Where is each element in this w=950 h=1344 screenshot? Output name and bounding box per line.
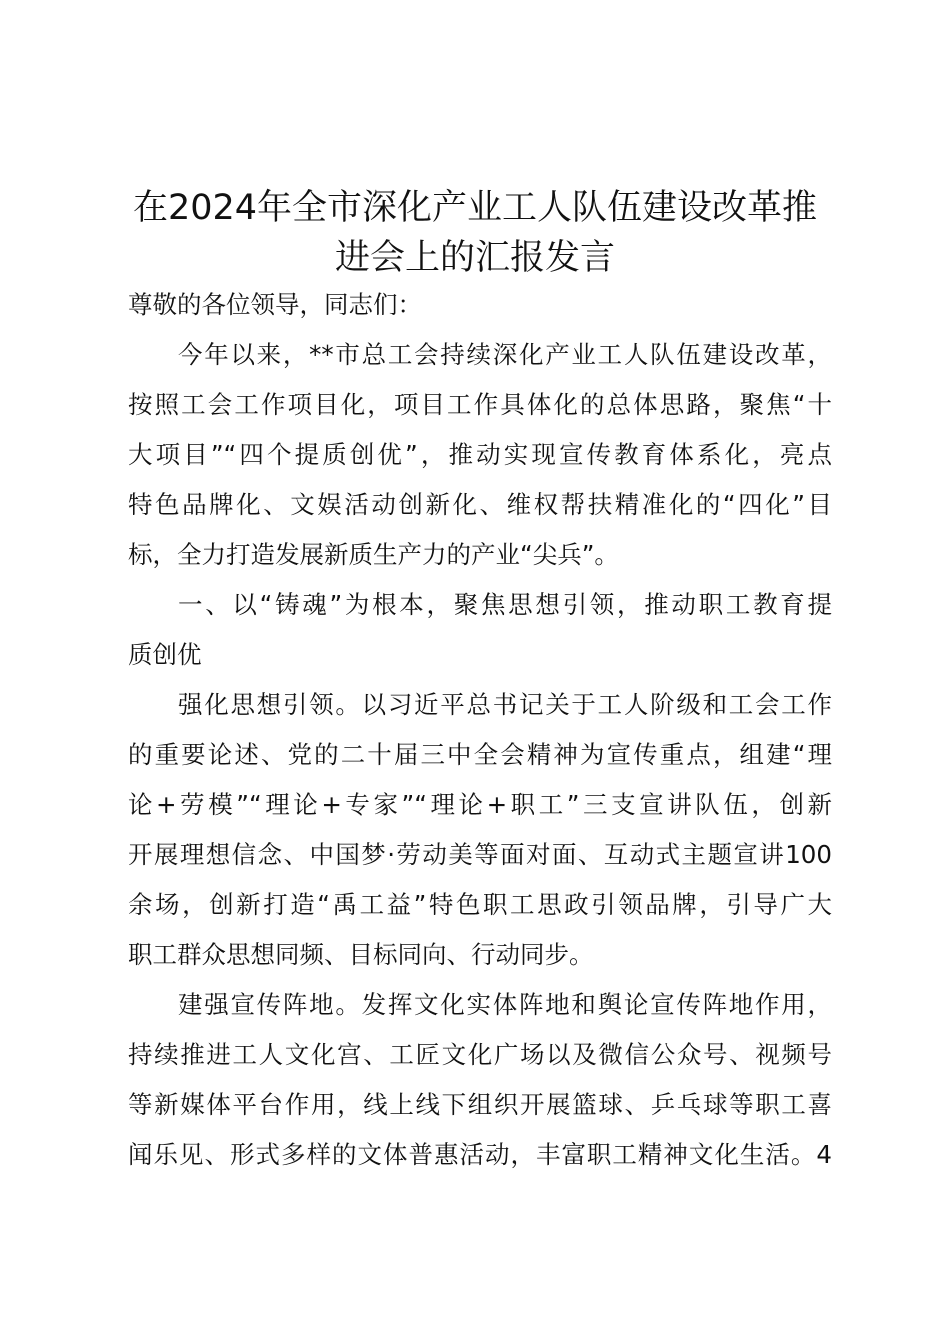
paragraph-1-line-4: 特色品牌化、文娱活动创新化、维权帮扶精准化的“四化”目 <box>128 490 832 519</box>
paragraph-4-line-4: 闻乐见、形式多样的文体普惠活动，丰富职工精神文化生活。4 <box>128 1140 832 1169</box>
document-title-line-1: 在2024年全市深化产业工人队伍建设改革推 <box>132 188 818 228</box>
paragraph-3-line-5: 余场，创新打造“禹工益”特色职工思政引领品牌，引导广大 <box>128 890 832 919</box>
paragraph-4-line-2: 持续推进工人文化宫、工匠文化广场以及微信公众号、视频号 <box>128 1040 832 1069</box>
paragraph-1-line-1: 今年以来，**市总工会持续深化产业工人队伍建设改革， <box>178 340 832 369</box>
paragraph-3-line-1: 强化思想引领。以习近平总书记关于工人阶级和工会工作 <box>178 690 832 719</box>
paragraph-3-line-4: 开展理想信念、中国梦·劳动美等面对面、互动式主题宣讲100 <box>128 840 832 869</box>
salutation: 尊敬的各位领导，同志们： <box>128 290 422 319</box>
paragraph-1-line-2: 按照工会工作项目化，项目工作具体化的总体思路，聚焦“十 <box>128 390 832 419</box>
paragraph-1-line-3: 大项目”“四个提质创优”，推动实现宣传教育体系化，亮点 <box>128 440 832 469</box>
paragraph-3-line-6: 职工群众思想同频、目标同向、行动同步。 <box>128 940 594 969</box>
paragraph-3-line-2: 的重要论述、党的二十届三中全会精神为宣传重点，组建“理 <box>128 740 832 769</box>
paragraph-4-line-3: 等新媒体平台作用，线上线下组织开展篮球、乒乓球等职工喜 <box>128 1090 832 1119</box>
document-title-line-2: 进会上的汇报发言 <box>334 238 615 278</box>
section-heading-line-1: 一、以“铸魂”为根本，聚焦思想引领，推动职工教育提 <box>178 590 832 619</box>
paragraph-4-line-1: 建强宣传阵地。发挥文化实体阵地和舆论宣传阵地作用， <box>178 990 832 1019</box>
paragraph-1-line-5: 标，全力打造发展新质生产力的产业“尖兵”。 <box>128 540 619 569</box>
section-heading-line-2: 质创优 <box>128 640 202 669</box>
paragraph-3-line-3: 论+劳模”“理论+专家”“理论+职工”三支宣讲队伍，创新 <box>128 790 832 819</box>
